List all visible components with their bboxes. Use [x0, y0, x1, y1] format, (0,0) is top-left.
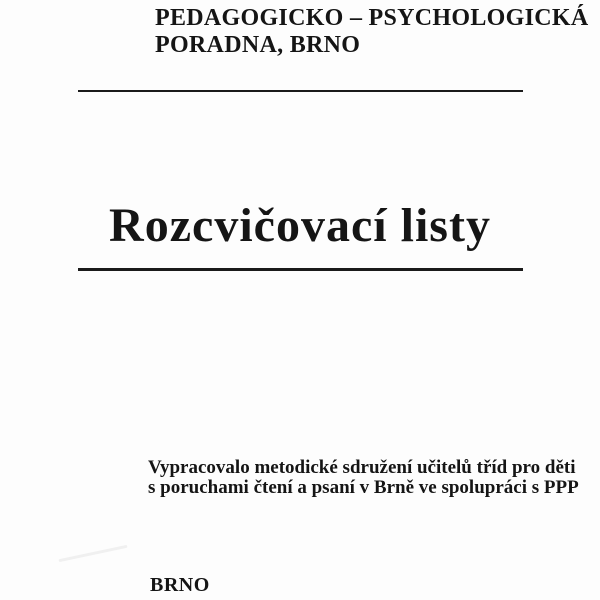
scan-smudge-artifact: [58, 545, 127, 562]
organization-header-line-2: PORADNA, BRNO: [155, 32, 361, 58]
organization-header: [155, 5, 588, 59]
credits-paragraph: [148, 457, 579, 498]
top-divider-rule: [78, 90, 523, 92]
credits-line-2: s poruchami čtení a psaní v Brně ve spolupráci s PPP: [148, 477, 579, 498]
organization-header-line-1: PEDAGOGICKO – PSYCHOLOGICKÁ: [155, 5, 589, 31]
document-title: Rozcvičovací listy: [109, 199, 491, 252]
credits-line-1: Vypracovalo metodické sdružení učitelů tříd pro děti: [148, 457, 576, 478]
title-divider-rule: [78, 268, 523, 271]
footer-city-label: BRNO: [150, 574, 210, 596]
